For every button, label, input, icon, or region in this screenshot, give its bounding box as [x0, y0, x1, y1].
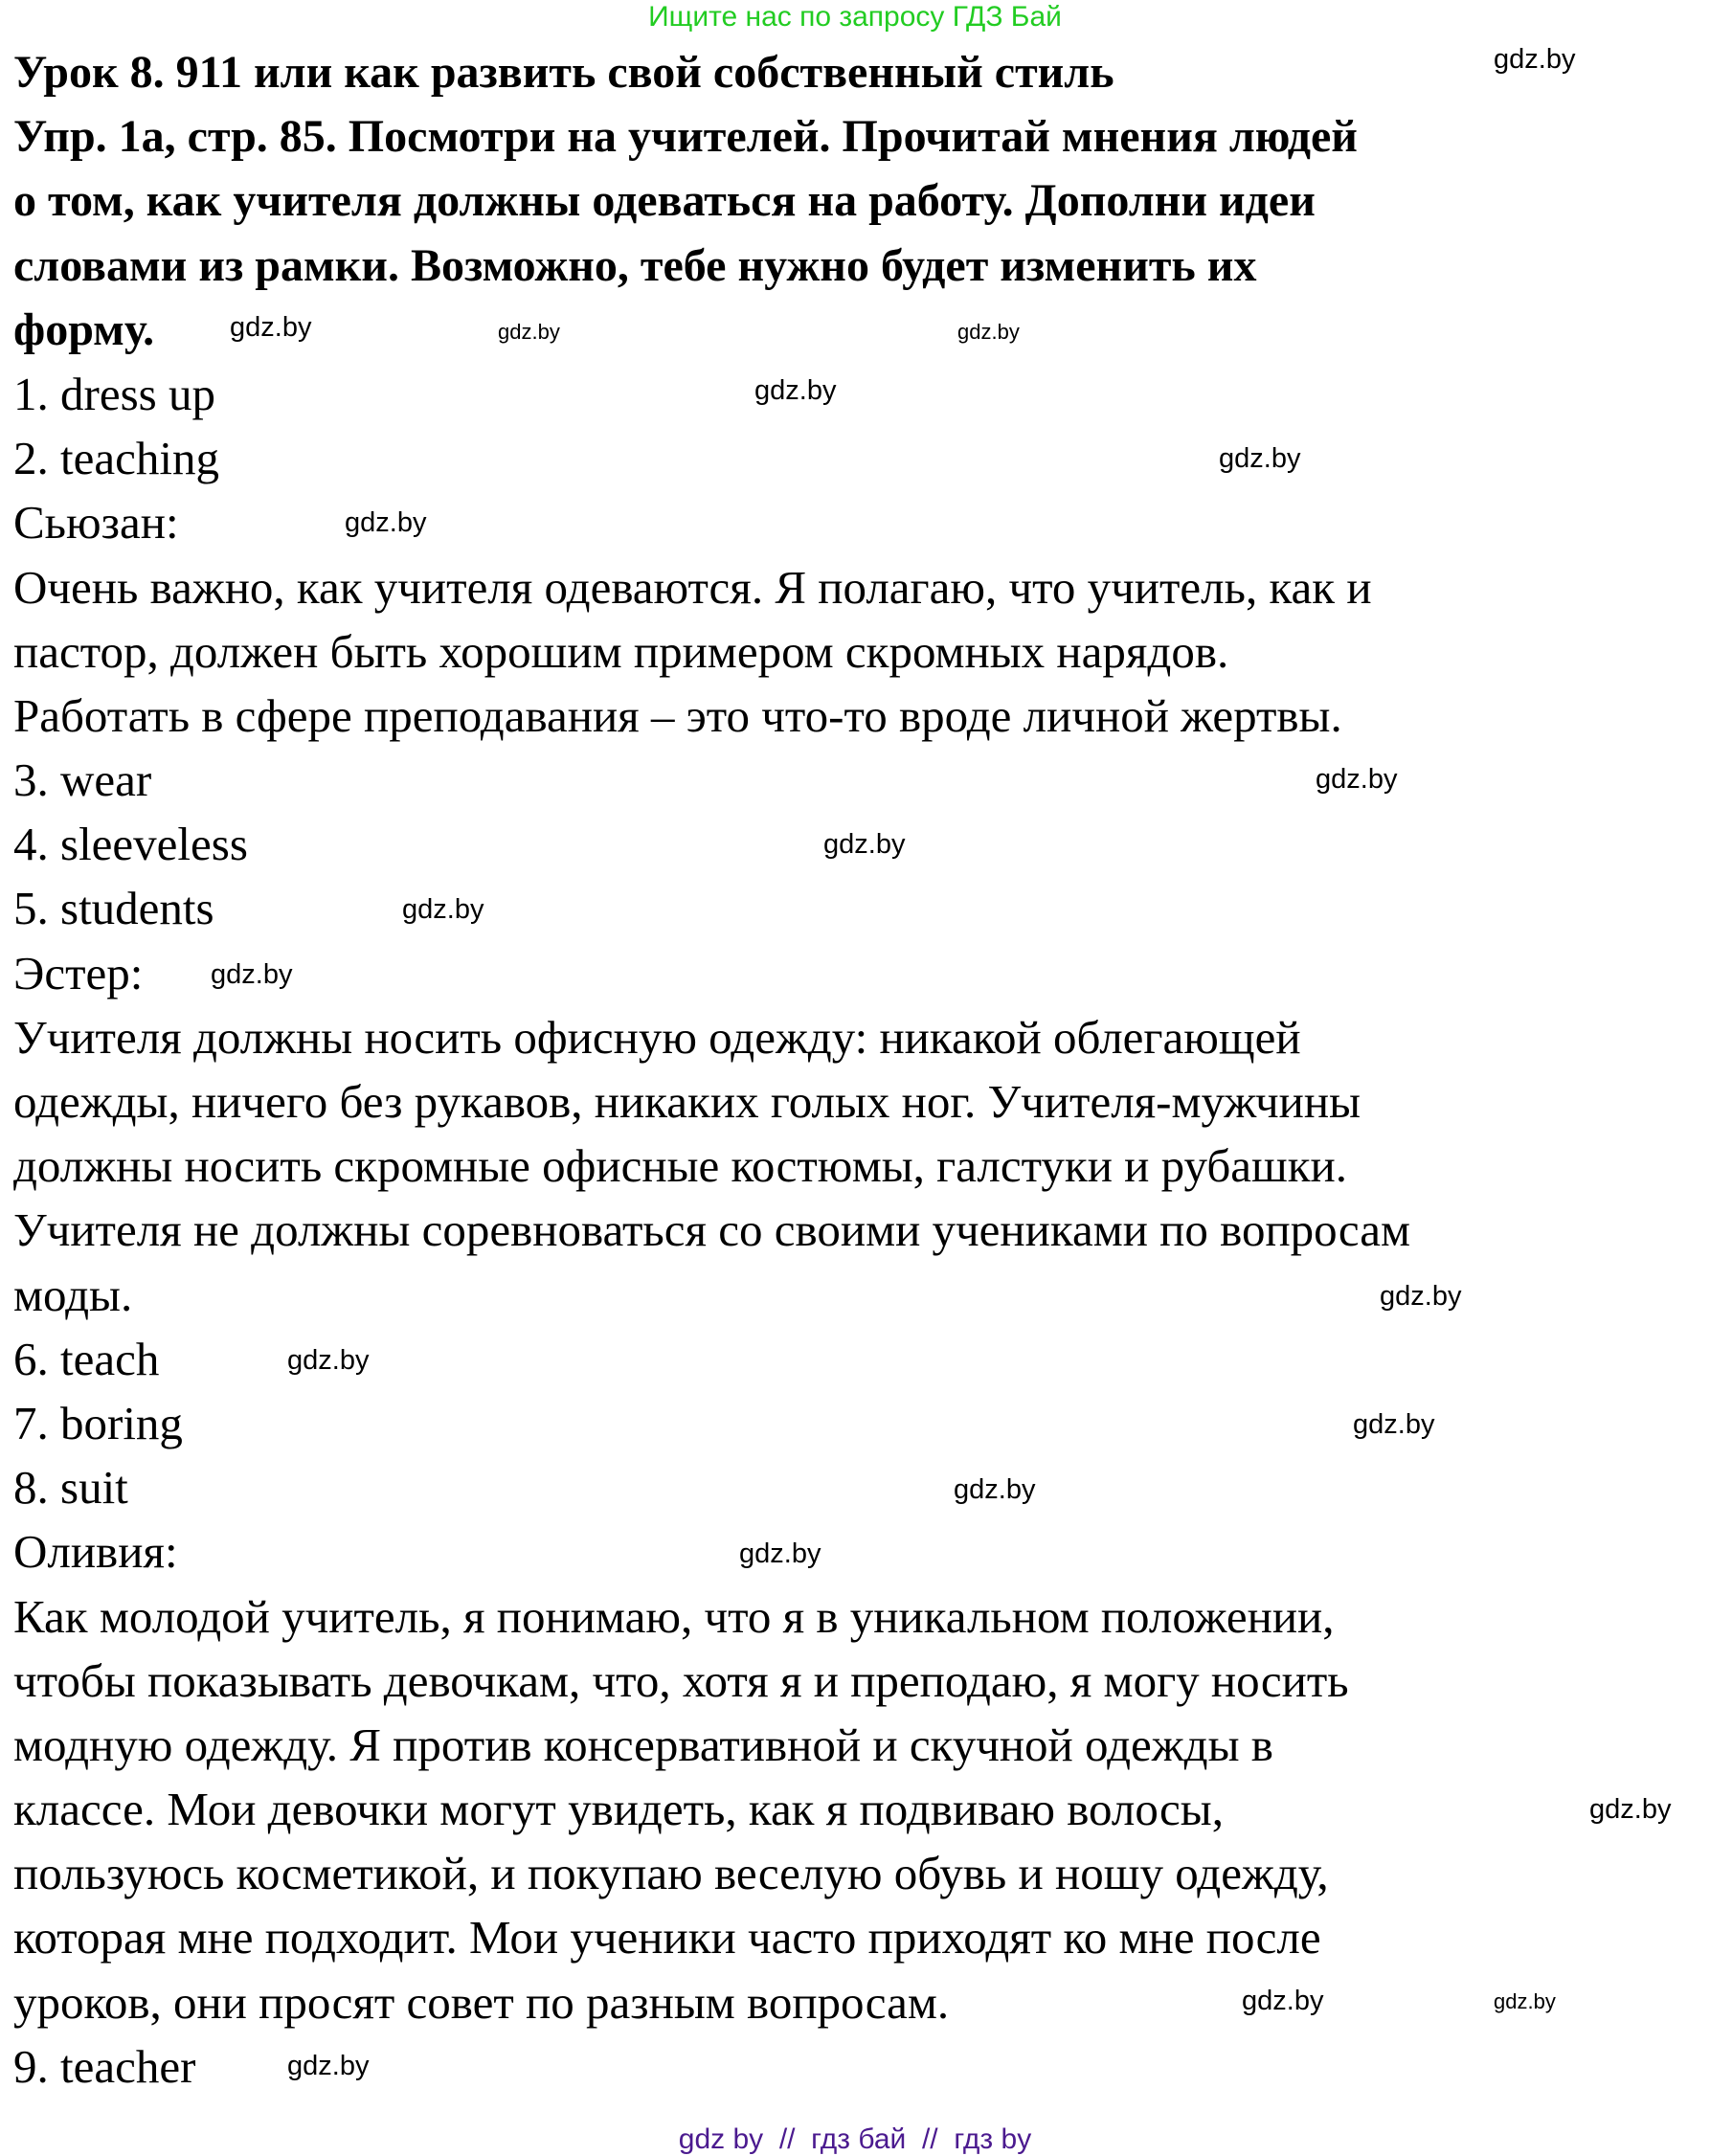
text-line: должны носить скромные офисные костюмы, галстуки и рубашки.	[13, 1139, 1348, 1193]
text-line: уроков, они просят совет по разным вопросам.	[13, 1975, 950, 2029]
watermark: gdz.by	[1380, 1281, 1462, 1312]
task-line: Упр. 1а, стр. 85. Посмотри на учителей. Прочитай мнения людей	[13, 111, 1358, 163]
watermark: gdz.by	[498, 320, 560, 344]
text-line: Как молодой учитель, я понимаю, что я в уникальном положении,	[13, 1589, 1335, 1643]
watermark: gdz.by	[1219, 443, 1301, 474]
text-line: одежды, ничего без рукавов, никаких голых ног. Учителя-мужчины	[13, 1075, 1361, 1128]
watermark: gdz.by	[954, 1474, 1036, 1505]
text-line: классе. Мои девочки могут увидеть, как я подвиваю волосы,	[13, 1783, 1224, 1836]
task-line: словами из рамки. Возможно, тебе нужно будет изменить их	[13, 239, 1257, 291]
watermark: gdz.by	[1353, 1409, 1435, 1440]
task-line: форму.	[13, 303, 155, 355]
watermark: gdz.by	[1494, 44, 1576, 75]
lesson-title: Урок 8. 911 или как развить свой собственный стиль	[13, 47, 1114, 98]
speaker-label: Эстер:	[13, 946, 144, 999]
text-line: модную одежду. Я против консервативной и скучной одежды в	[13, 1718, 1273, 1771]
text-line: пользуюсь косметикой, и покупаю веселую обувь и ношу одежду,	[13, 1847, 1329, 1900]
text-line: моды.	[13, 1268, 133, 1321]
text-line: которая мне подходит. Мои ученики часто приходят ко мне после	[13, 1911, 1321, 1965]
answer-line: 7. boring	[13, 1396, 183, 1449]
watermark: gdz.by	[287, 1345, 370, 1376]
footer-links[interactable]: gdz by // гдз бай // гдз by	[678, 2123, 1032, 2155]
answer-line: 9. teacher	[13, 2039, 196, 2093]
answer-line: 5. students	[13, 882, 214, 935]
watermark: gdz.by	[1316, 764, 1398, 795]
answer-line: 6. teach	[13, 1332, 160, 1385]
text-line: чтобы показывать девочкам, что, хотя я и преподаю, я могу носить	[13, 1653, 1349, 1707]
answer-line: 4. sleeveless	[13, 818, 248, 871]
answer-line: 8. suit	[13, 1461, 128, 1515]
watermark: gdz.by	[1589, 1794, 1672, 1825]
text-line: Учителя должны носить офисную одежду: никакой облегающей	[13, 1010, 1301, 1064]
speaker-label: Оливия:	[13, 1525, 178, 1579]
watermark: gdz.by	[1242, 1986, 1324, 2016]
watermark: gdz.by	[230, 312, 312, 343]
text-line: пастор, должен быть хорошим примером скромных нарядов.	[13, 624, 1229, 678]
watermark: gdz.by	[287, 2051, 370, 2081]
answer-line: 1. dress up	[13, 367, 215, 420]
watermark: gdz.by	[957, 320, 1020, 344]
search-banner: Ищите нас по запросу ГДЗ Бай	[648, 1, 1062, 33]
answer-line: 2. teaching	[13, 432, 219, 485]
text-line: Работать в сфере преподавания – это что-то вроде личной жертвы.	[13, 688, 1342, 742]
watermark: gdz.by	[345, 507, 427, 538]
watermark: gdz.by	[1494, 1989, 1556, 2013]
watermark: gdz.by	[754, 375, 837, 406]
text-line: Учителя не должны соревноваться со своими учениками по вопросам	[13, 1203, 1410, 1257]
answer-line: 3. wear	[13, 753, 152, 807]
document-content	[13, 40, 1708, 2099]
watermark: gdz.by	[402, 894, 484, 925]
speaker-label: Сьюзан:	[13, 496, 179, 550]
watermark: gdz.by	[823, 829, 906, 860]
text-line: Очень важно, как учителя одеваются. Я полагаю, что учитель, как и	[13, 560, 1372, 614]
watermark: gdz.by	[211, 959, 293, 990]
watermark: gdz.by	[739, 1538, 821, 1569]
task-line: о том, как учителя должны одеваться на работу. Дополни идеи	[13, 175, 1316, 227]
